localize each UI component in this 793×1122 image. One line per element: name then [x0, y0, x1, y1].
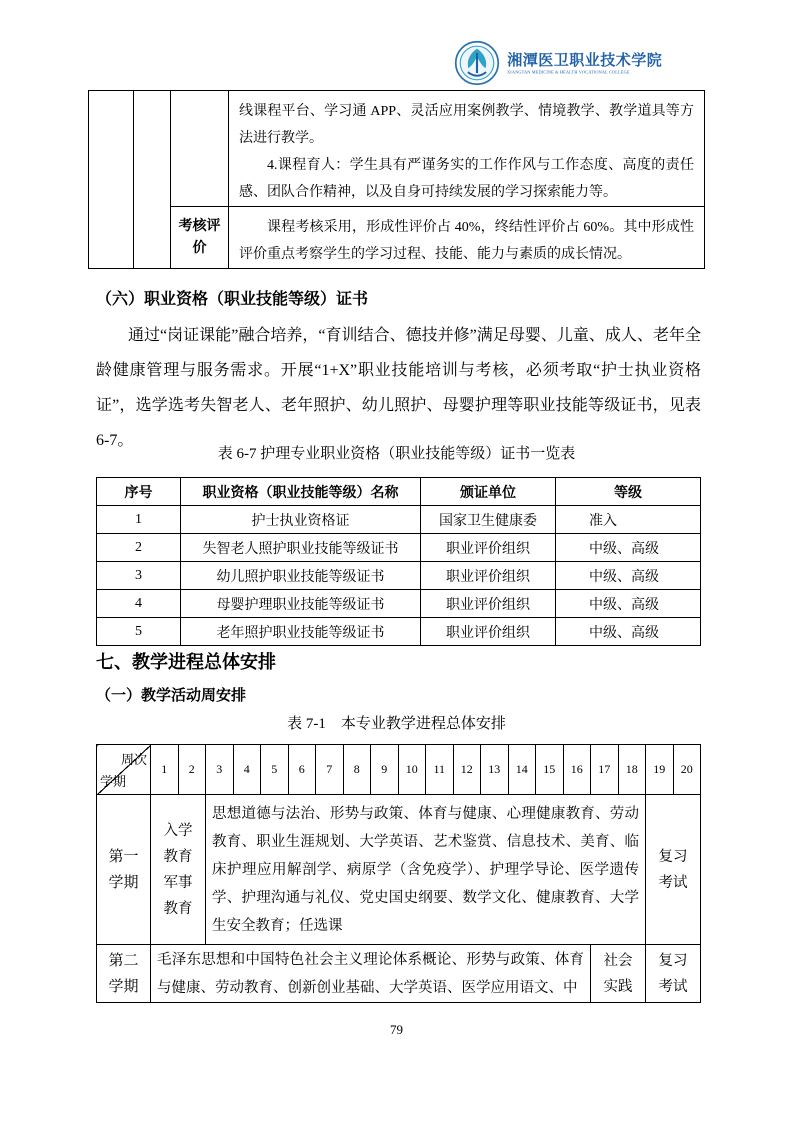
cell-index: 4: [97, 590, 181, 618]
schedule-table: [96, 744, 701, 1003]
assessment-label: 考核评价: [171, 207, 229, 269]
corner-term-label: 学期: [100, 774, 127, 789]
table-row: [97, 506, 701, 534]
cell-issuer: 国家卫生健康委: [421, 506, 556, 534]
section-7-1-subheading: （一）教学活动周安排: [96, 687, 247, 704]
teaching-method-row: [89, 91, 705, 207]
table-6-7-caption: 表 6-7 护理专业职业资格（职业技能等级）证书一览表: [217, 446, 576, 462]
term-2-courses-text: 毛泽东思想和中国特色社会主义理论体系概论、形势与政策、体育与健康、劳动教育、创新创业基础、大学英语、医学应用语文、中: [157, 951, 584, 996]
schedule-row-term-1: [97, 795, 701, 945]
week-number: 10: [398, 745, 426, 795]
assessment-text: 课程考核采用，形成性评价占 40%，终结性评价占 60%。其中形成性评价重点考察学生的学习过程、技能、能力与素质的成长情况。: [239, 220, 694, 262]
table-row: [97, 562, 701, 590]
week-number: 1: [151, 745, 179, 795]
col-header-index: 序号: [97, 478, 181, 506]
cell-name: 老年照护职业技能等级证书: [181, 618, 421, 646]
section-7-heading: 七、教学进程总体安排: [96, 652, 276, 672]
week-number: 3: [206, 745, 234, 795]
cell-name: 母婴护理职业技能等级证书: [181, 590, 421, 618]
term-label: 第二学期: [97, 945, 151, 1003]
cell-level: 中级、高级: [556, 534, 701, 562]
cell-name: 失智老人照护职业技能等级证书: [181, 534, 421, 562]
week-number: 16: [563, 745, 591, 795]
cell-index: 3: [97, 562, 181, 590]
certificate-table-header-row: [97, 478, 701, 506]
teaching-method-cell: [229, 91, 705, 207]
orientation-military-cell: 入学教育军事教育: [151, 795, 206, 945]
cell-issuer: 职业评价组织: [421, 534, 556, 562]
term-1-courses-text: 思想道德与法治、形势与政策、体育与健康、心理健康教育、劳动教育、职业生涯规划、大学英语、艺术鉴赏、信息技术、美育、临床护理应用解剖学、病原学（含免疫学）、护理学导论、医学遗传学、护理沟通与礼仪、党史国史纲要、数学文化、健康教育、大学生安全教育；任选课: [212, 805, 639, 934]
left-span-cell-1: [89, 91, 134, 269]
week-number: 15: [536, 745, 564, 795]
week-number: 14: [508, 745, 536, 795]
schedule-row-term-2: [97, 945, 701, 1003]
term-2-courses-cell: [151, 945, 591, 1003]
table-7-1-caption: 表 7-1 本专业教学进程总体安排: [287, 716, 506, 732]
table-row: [97, 590, 701, 618]
col-header-level: 等级: [556, 478, 701, 506]
college-name: 湘潭医卫职业技术学院: [507, 52, 663, 69]
week-number: 18: [618, 745, 646, 795]
col-header-name: 职业资格（职业技能等级）名称: [181, 478, 421, 506]
section-6-heading: （六）职业资格（职业技能等级）证书: [96, 291, 369, 308]
college-name-block: [507, 49, 705, 78]
section-6-paragraph: 通过“岗证课能”融合培养，“育训结合、德技并修”满足母婴、儿童、成人、老年全龄健康管理与服务需求。开展“1+X”职业技能培训与考核，必须考取“护士执业资格证”，选学选考失智老人、老年照护、幼儿照护、母婴护理等职业技能等级证书，见表 6-7。: [96, 327, 701, 449]
college-logo-icon: [454, 40, 500, 86]
review-exam-cell: 复习考试: [646, 945, 701, 1003]
assessment-row: [89, 207, 705, 269]
term-label: 第一学期: [97, 795, 151, 945]
cell-issuer: 职业评价组织: [421, 590, 556, 618]
page-number: 79: [390, 1022, 403, 1037]
week-number: 6: [288, 745, 316, 795]
cell-level: 准入: [556, 506, 701, 534]
social-practice-cell: 社会实践: [591, 945, 646, 1003]
week-number: 5: [261, 745, 289, 795]
college-header: [454, 40, 705, 86]
course-description-table: [88, 90, 705, 269]
week-number: 11: [426, 745, 454, 795]
cell-index: 2: [97, 534, 181, 562]
assessment-cell: [229, 207, 705, 269]
left-span-cell-2: [134, 91, 171, 269]
cell-name: 护士执业资格证: [181, 506, 421, 534]
teaching-method-text: 线课程平台、学习通 APP、灵活应用案例教学、情境教学、教学道具等方法进行教学。: [239, 104, 694, 146]
table-row: [97, 618, 701, 646]
week-number: 13: [481, 745, 509, 795]
cell-level: 中级、高级: [556, 590, 701, 618]
week-number: 4: [233, 745, 261, 795]
cell-index: 5: [97, 618, 181, 646]
cell-issuer: 职业评价组织: [421, 618, 556, 646]
week-number: 7: [316, 745, 344, 795]
week-number: 19: [646, 745, 674, 795]
term-1-courses-cell: [206, 795, 646, 945]
col-header-issuer: 颁证单位: [421, 478, 556, 506]
empty-label-cell: [171, 91, 229, 207]
schedule-header-row: [97, 745, 701, 795]
cell-level: 中级、高级: [556, 618, 701, 646]
corner-week-label: 周次: [120, 752, 147, 767]
week-number: 9: [371, 745, 399, 795]
certificate-table: [96, 477, 701, 646]
cell-name: 幼儿照护职业技能等级证书: [181, 562, 421, 590]
cell-level: 中级、高级: [556, 562, 701, 590]
week-number: 17: [591, 745, 619, 795]
week-number: 12: [453, 745, 481, 795]
week-number: 2: [178, 745, 206, 795]
cell-issuer: 职业评价组织: [421, 562, 556, 590]
week-number: 8: [343, 745, 371, 795]
table-row: [97, 534, 701, 562]
cell-index: 1: [97, 506, 181, 534]
college-name-english: XIANGTAN MEDICINE & HEALTH VOCATIONAL COLLEGE: [507, 69, 630, 75]
review-exam-cell: 复习考试: [646, 795, 701, 945]
course-education-text: 4.课程育人：学生具有严谨务实的工作作风与工作态度、高度的责任感、团队合作精神，以及自身可持续发展的学习探索能力等。: [239, 158, 694, 200]
week-number: 20: [673, 745, 701, 795]
week-term-corner-cell: [97, 745, 151, 795]
